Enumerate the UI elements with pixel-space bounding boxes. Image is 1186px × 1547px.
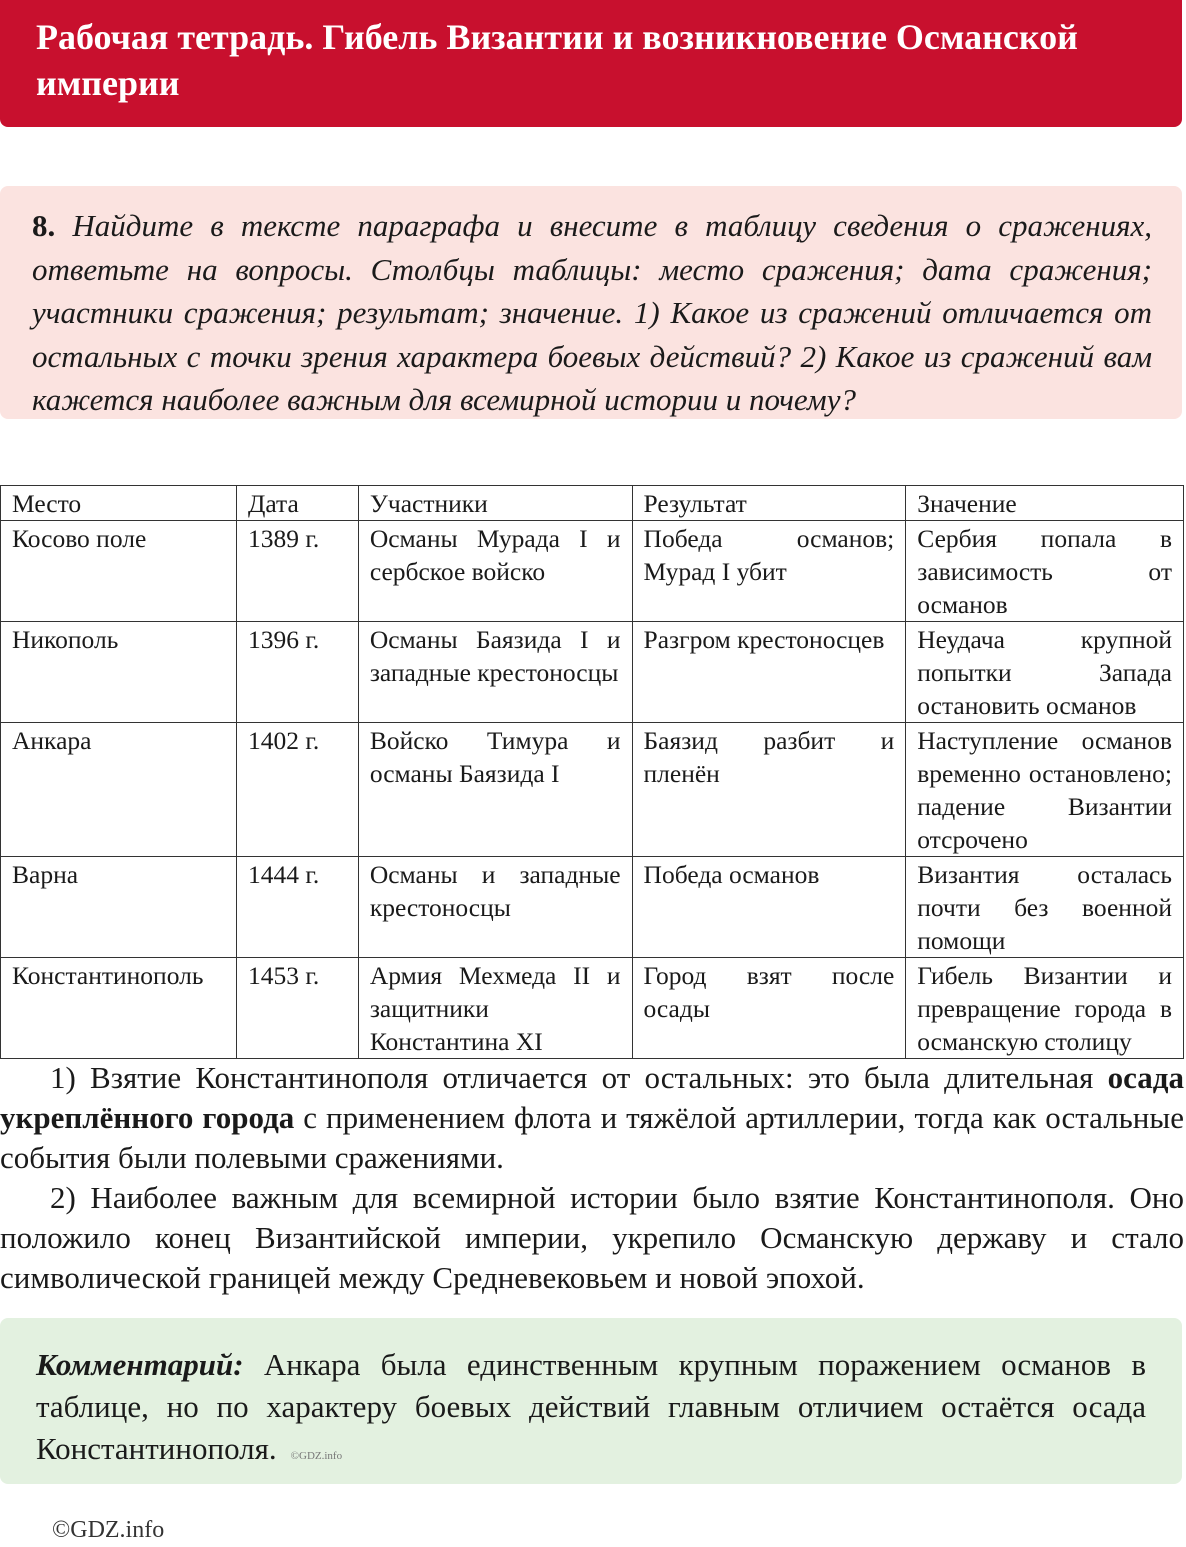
header-cell: Значение [906, 486, 1184, 521]
cell-date: 1389 г. [236, 521, 358, 622]
table-header-row [1, 486, 1184, 521]
page-title: Рабочая тетрадь. Гибель Византии и возникновение Османской империи [36, 17, 1078, 103]
table-row [1, 723, 1184, 857]
footer-watermark: ©GDZ.info [52, 1517, 165, 1543]
cell-date: 1402 г. [236, 723, 358, 857]
cell-date: 1396 г. [236, 622, 358, 723]
task-text: Найдите в тексте параграфа и внесите в таблицу сведения о сражениях, ответьте на вопросы. Столбцы таблицы: место сражения; дата сражения; участники сражения; результат; значение. 1) Какое из сражений отличается от остальных с точки зрения характера боевых действий? 2) Какое из сражений вам кажется наиболее важным для всемирной истории и почему? [32, 208, 1152, 417]
cell-participants: Османы Баязида I и западные крестоносцы [358, 622, 632, 723]
table-row [1, 622, 1184, 723]
cell-result: Победа османов; Мурад I убит [632, 521, 906, 622]
task-box [0, 186, 1182, 419]
cell-place: Анкара [1, 723, 237, 857]
cell-significance: Византия осталась почти без военной помощи [906, 857, 1184, 958]
cell-date: 1453 г. [236, 958, 358, 1059]
cell-result: Баязид разбит и пленён [632, 723, 906, 857]
answer-1-start: 1) Взятие Константинополя отличается от остальных: это была длительная [50, 1060, 1108, 1095]
cell-significance: Неудача крупной попытки Запада остановить османов [906, 622, 1184, 723]
table-row [1, 857, 1184, 958]
battles-table [0, 485, 1184, 1059]
cell-participants: Войско Тимура и османы Баязида I [358, 723, 632, 857]
cell-place: Косово поле [1, 521, 237, 622]
comment-text: Анкара была единственным крупным поражением османов в таблице, но по характеру боевых действий главным отличием остаётся осада Константинополя. [36, 1347, 1146, 1466]
comment-label: Комментарий: [36, 1347, 244, 1382]
cell-participants: Армия Мехмеда II и защитники Константина XI [358, 958, 632, 1059]
comment-watermark: ©GDZ.info [290, 1450, 343, 1462]
cell-place: Константинополь [1, 958, 237, 1059]
task-number: 8. [32, 208, 56, 243]
cell-place: Никополь [1, 622, 237, 723]
cell-participants: Османы и западные крестоносцы [358, 857, 632, 958]
cell-result: Разгром крестоносцев [632, 622, 906, 723]
answer-1-bold: осада укреплённого города [0, 1060, 1184, 1135]
cell-significance: Гибель Византии и превращение города в османскую столицу [906, 958, 1184, 1059]
cell-date: 1444 г. [236, 857, 358, 958]
header-cell: Место [1, 486, 237, 521]
table-row [1, 521, 1184, 622]
header-cell: Дата [236, 486, 358, 521]
cell-result: Победа османов [632, 857, 906, 958]
cell-significance: Сербия попала в зависимость от османов [906, 521, 1184, 622]
page-header [0, 0, 1182, 127]
answer-block [0, 1058, 1184, 1298]
cell-participants: Османы Мурада I и сербское войско [358, 521, 632, 622]
answer-1-end: с применением флота и тяжёлой артиллерии, тогда как остальные события были полевыми сражениями. [0, 1100, 1184, 1175]
comment-box [0, 1318, 1182, 1484]
cell-result: Город взят после осады [632, 958, 906, 1059]
answer-1 [0, 1058, 1184, 1178]
header-cell: Участники [358, 486, 632, 521]
cell-significance: Наступление османов временно остановлено; падение Византии отсрочено [906, 723, 1184, 857]
answer-2: 2) Наиболее важным для всемирной истории было взятие Константинополя. Оно положило конец Византийской империи, укрепило Османскую державу и стало символической границей между Средневековьем и новой эпохой. [0, 1180, 1184, 1295]
header-cell: Результат [632, 486, 906, 521]
cell-place: Варна [1, 857, 237, 958]
table-row [1, 958, 1184, 1059]
